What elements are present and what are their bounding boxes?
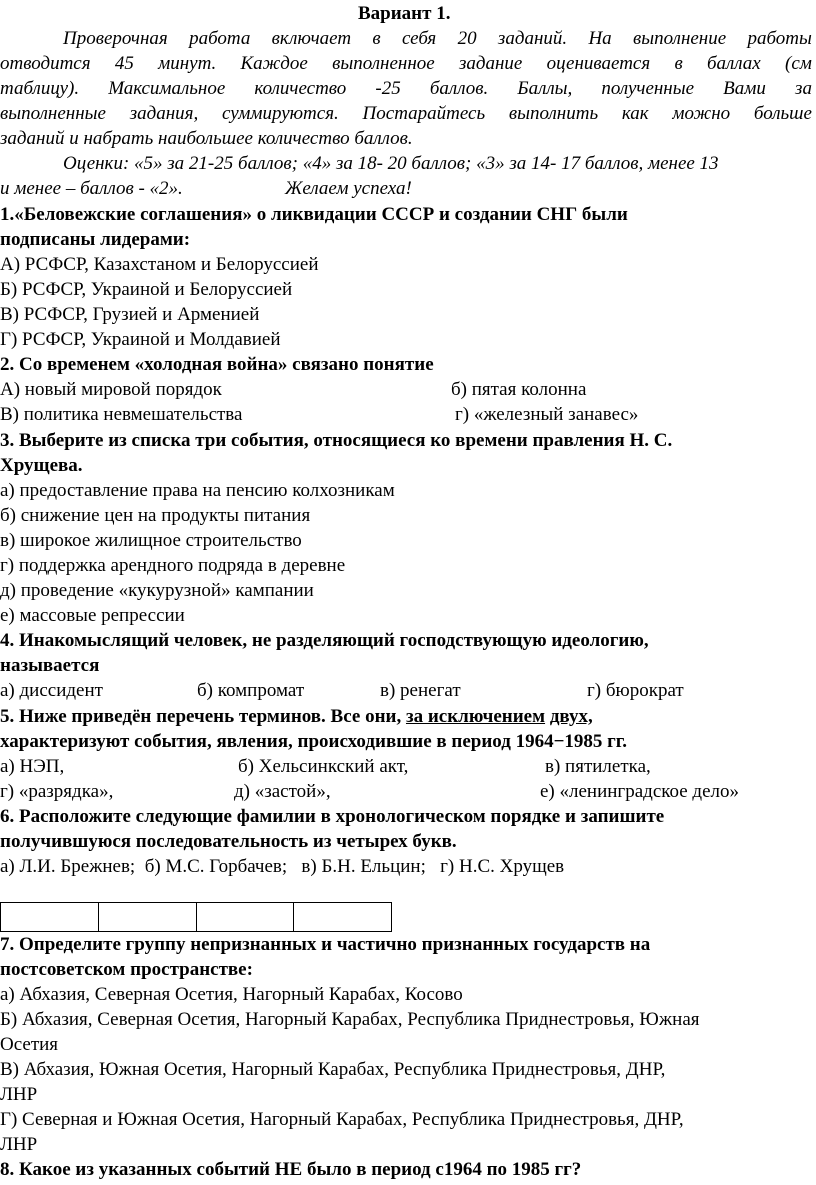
intro-word: таблицу). (0, 78, 80, 99)
intro-word: На (588, 28, 612, 49)
intro-word: Каждое (240, 53, 308, 74)
question-text: постсоветском пространстве: (0, 959, 253, 980)
answer-cell[interactable] (294, 903, 391, 931)
question-text: 8. Какое из указанных событий НЕ было в период с1964 по 1985 гг? (0, 1159, 582, 1180)
answer-option: Б) РСФСР, Украиной и Белоруссией (0, 279, 293, 300)
answer-option: В) политика невмешательства (0, 404, 243, 425)
intro-word: заданий. (497, 28, 568, 49)
intro-word: выполненное (332, 53, 435, 74)
answer-option: Б) Абхазия, Северная Осетия, Нагорный Карабах, Республика Приднестровья, Южная (0, 1009, 700, 1030)
question-text: 6. Расположите следующие фамилии в хронологическом порядке и запишите (0, 806, 665, 827)
intro-word: -25 (375, 78, 401, 99)
answer-option: а) Л.И. Брежнев; б) М.С. Горбачев; в) Б.Н. Ельцин; г) Н.С. Хрущев (0, 856, 565, 877)
intro-word: работы (747, 28, 812, 49)
question-text: 7. Определите группу непризнанных и частично признанных государств на (0, 934, 651, 955)
intro-word: минут. (158, 53, 217, 74)
intro-word: задания, (129, 103, 199, 124)
answer-cell[interactable] (1, 903, 99, 931)
answer-option: б) снижение цен на продукты питания (0, 505, 311, 526)
question-text-part: 5. Ниже приведён перечень терминов. Все они, (0, 706, 402, 727)
answer-option: а) НЭП, (0, 756, 65, 777)
question-text: характеризуют события, явления, происходившие в период 1964−1985 гг. (0, 731, 628, 752)
wish-text: Желаем успеха! (285, 178, 412, 199)
answer-option: в) пятилетка, (545, 756, 651, 777)
intro-word: задание (458, 53, 523, 74)
intro-word: больше (753, 103, 812, 124)
intro-word: как (621, 103, 649, 124)
answer-option: а) диссидент (0, 680, 103, 701)
answer-option: Г) Северная и Южная Осетия, Нагорный Карабах, Республика Приднестровья, ДНР, (0, 1109, 684, 1130)
question-text: получившуюся последовательность из четырех букв. (0, 831, 457, 852)
question-text: называется (0, 655, 100, 676)
answer-option: д) проведение «кукурузной» кампании (0, 580, 314, 601)
intro-word: Постарайтесь (362, 103, 486, 124)
intro-word: Вами (723, 78, 766, 99)
intro-word: (см (785, 53, 812, 74)
intro-word: баллах (706, 53, 761, 74)
answer-option: А) РСФСР, Казахстаном и Белоруссией (0, 254, 319, 275)
intro-word: работа (189, 28, 251, 49)
underlined-text: двух, (549, 706, 593, 727)
question-text: подписаны лидерами: (0, 229, 191, 250)
question-text: 1.«Беловежские соглашения» о ликвидации СССР и создании СНГ были (0, 204, 628, 225)
intro-word: отводится (0, 53, 91, 74)
intro-word: выполненные (0, 103, 106, 124)
answer-grid[interactable] (0, 902, 392, 932)
answer-option: Г) РСФСР, Украиной и Молдавией (0, 329, 281, 350)
intro-word: можно (672, 103, 731, 124)
answer-cell[interactable] (197, 903, 295, 931)
intro-word: Баллы, (517, 78, 573, 99)
intro-line (63, 27, 812, 51)
answer-option: ЛНР (0, 1134, 38, 1155)
question-text: 4. Инакомыслящий человек, не разделяющий господствующую идеологию, (0, 630, 649, 651)
intro-word: себя (401, 28, 437, 49)
answer-option: В) Абхазия, Южная Осетия, Нагорный Карабах, Республика Приднестровья, ДНР, (0, 1059, 666, 1080)
answer-option: А) новый мировой порядок (0, 379, 222, 400)
answer-option: г) бюрократ (587, 680, 684, 701)
answer-option: г) поддержка арендного подряда в деревне (0, 555, 346, 576)
answer-option: г) «железный занавес» (455, 404, 639, 425)
grades-line: и менее – баллов - «2». (0, 178, 183, 199)
answer-option: а) Абхазия, Северная Осетия, Нагорный Карабах, Косово (0, 984, 463, 1005)
intro-word: 20 (457, 28, 477, 49)
underlined-text: за исключением (405, 706, 546, 727)
intro-word: баллов. (429, 78, 489, 99)
page-title: Вариант 1. (358, 3, 451, 24)
intro-word: за (795, 78, 812, 99)
intro-word: включает (271, 28, 352, 49)
intro-line: заданий и набрать наибольшее количество баллов. (0, 128, 413, 149)
intro-line (0, 77, 812, 101)
question-text: 3. Выберите из списка три события, относящиеся ко времени правления Н. С. (0, 430, 673, 451)
answer-option: б) компромат (197, 680, 305, 701)
answer-option: Осетия (0, 1034, 59, 1055)
intro-word: выполнение (633, 28, 727, 49)
intro-line (0, 52, 812, 76)
intro-word: полученные (601, 78, 695, 99)
intro-word: 45 (114, 53, 134, 74)
answer-option: ЛНР (0, 1084, 38, 1105)
answer-option: б) Хельсинкский акт, (238, 756, 409, 777)
question-text: 2. Со временем «холодная война» связано понятие (0, 354, 434, 375)
intro-word: суммируются. (221, 103, 339, 124)
answer-option: е) массовые репрессии (0, 605, 185, 626)
intro-word: в (372, 28, 381, 49)
intro-word: Максимальное (108, 78, 226, 99)
question-text: Хрущева. (0, 455, 83, 476)
answer-cell[interactable] (99, 903, 197, 931)
intro-word: количество (254, 78, 347, 99)
answer-option: в) ренегат (380, 680, 461, 701)
answer-option: е) «ленинградское дело» (540, 781, 740, 802)
answer-option: д) «застой», (234, 781, 331, 802)
answer-option: б) пятая колонна (451, 379, 587, 400)
answer-option: В) РСФСР, Грузией и Арменией (0, 304, 260, 325)
answer-option: г) «разрядка», (0, 781, 114, 802)
answer-option: в) широкое жилищное строительство (0, 530, 302, 551)
intro-line (0, 102, 812, 126)
intro-word: оценивается (546, 53, 651, 74)
intro-word: выполнить (508, 103, 599, 124)
question-text (0, 705, 593, 729)
intro-word: Проверочная (63, 28, 168, 49)
intro-word: в (674, 53, 683, 74)
answer-option: а) предоставление права на пенсию колхозникам (0, 480, 395, 501)
grades-line: Оценки: «5» за 21-25 баллов; «4» за 18- 20 баллов; «3» за 14- 17 баллов, менее 13 (63, 153, 719, 174)
